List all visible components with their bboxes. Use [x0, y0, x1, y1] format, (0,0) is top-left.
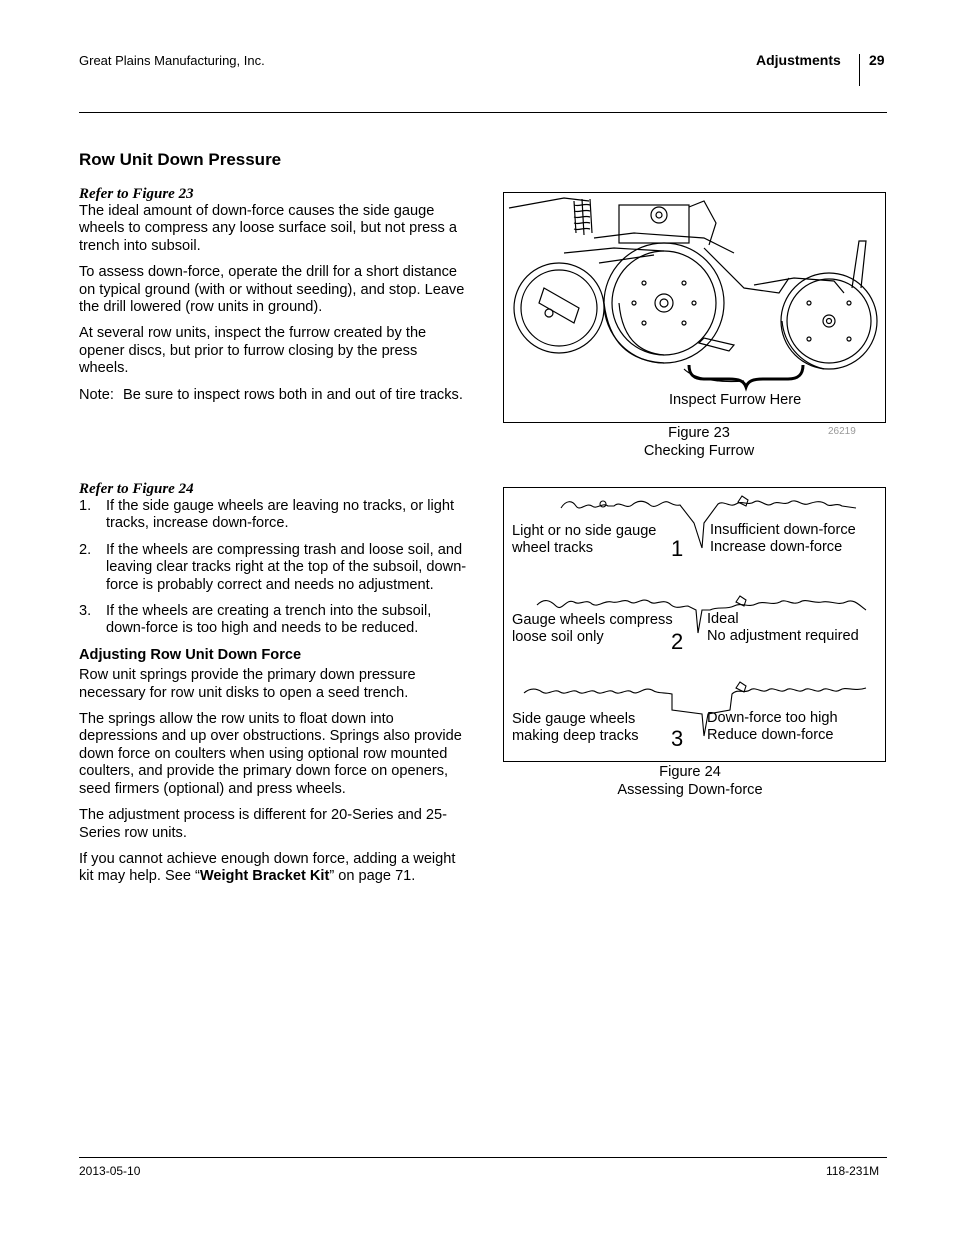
step-number: 3. [79, 603, 92, 620]
header-company: Great Plains Manufacturing, Inc. [79, 53, 265, 68]
paragraph: Row unit springs provide the primary down pressure necessary for row unit disks to open a seed trench. [79, 667, 416, 701]
intro-section [79, 185, 469, 404]
text-segment: If you cannot achieve enough down force, adding a weight kit may help. See “ [79, 850, 456, 885]
step-number: 2. [79, 541, 92, 558]
caption-title: Assessing Down-force [617, 782, 763, 798]
figure-callout: Inspect Furrow Here [669, 392, 802, 408]
note-text: Be sure to inspect rows both in and out of tire tracks. [123, 386, 463, 403]
row-3-action [707, 710, 838, 744]
assessment-section [79, 480, 469, 895]
label-line: loose soil only [512, 629, 604, 645]
figure-reference: Refer to Figure 23 [79, 186, 194, 202]
marker-2: 2 [671, 629, 684, 654]
label-line: Side gauge wheels [512, 711, 636, 727]
row-3-condition [512, 711, 639, 745]
header-rule [79, 112, 887, 113]
header-divider [859, 54, 860, 86]
cross-reference-link[interactable]: Weight Bracket Kit [199, 868, 330, 885]
figure-reference: Refer to Figure 24 [79, 481, 194, 497]
paragraph: At several row units, inspect the furrow created by the opener discs, but prior to furrow closing by the press wheels. [79, 325, 427, 377]
label-line: Reduce down-force [707, 727, 834, 743]
footer-date: 2013-05-10 [79, 1164, 141, 1178]
text-segment: ” on page 71. [329, 868, 416, 885]
marker-1: 1 [671, 536, 684, 561]
art-number: 26219 [828, 426, 856, 437]
row-1-action [710, 522, 856, 556]
list-item [79, 542, 469, 594]
label-line: No adjustment required [707, 628, 859, 644]
paragraph: To assess down-force, operate the drill for a short distance on typical ground (with or without seeding), and stop. Leave the drill lowered (row units in ground). [79, 264, 465, 316]
page-number: 29 [869, 52, 885, 68]
paragraph: The ideal amount of down-force causes the side gauge wheels to compress any loose surface soil, but not press a trench into subsoil. [79, 203, 458, 254]
step-text: If the wheels are compressing trash and loose soil, and leaving clear tracks right at the top of the subsoil, down-force is probably correct and needs no adjustment. [106, 541, 467, 593]
caption-number: Figure 24 [659, 764, 721, 780]
label-line: Ideal [707, 611, 739, 627]
caption-title: Checking Furrow [643, 443, 755, 459]
list-item [79, 603, 469, 638]
note-label: Note: [79, 386, 114, 403]
steps-list [79, 498, 469, 638]
footer-rule [79, 1157, 887, 1158]
label-line: Increase down-force [710, 539, 843, 555]
figure-23 [503, 192, 886, 423]
label-line: wheel tracks [512, 540, 594, 556]
marker-3: 3 [671, 726, 684, 751]
label-line: making deep tracks [512, 728, 639, 744]
label-line: Gauge wheels compress [512, 612, 673, 628]
row-unit-illustration [504, 193, 885, 422]
note [79, 387, 469, 404]
page-title: Row Unit Down Pressure [79, 150, 282, 169]
row-2-action [707, 611, 859, 645]
paragraph: The springs allow the row units to float down into depressions and up over obstructions. Springs also provide down force on coulters when using optional row mounted coulters, and provide the primary down force on openers, seed firmers (optional) and press wheels. [79, 711, 462, 797]
list-item [79, 498, 469, 533]
step-text: If the wheels are creating a trench into the subsoil, down-force is too high and needs to be reduced. [106, 603, 432, 637]
figure-23-caption [599, 424, 799, 460]
label-line: Down-force too high [707, 710, 838, 726]
figure-24 [503, 487, 886, 762]
caption-number: Figure 23 [668, 425, 730, 441]
paragraph: The adjustment process is different for 20-Series and 25-Series row units. [79, 807, 448, 841]
label-line: Light or no side gauge [512, 523, 657, 539]
paragraph [79, 851, 469, 886]
row-1-condition [512, 523, 656, 557]
step-text: If the side gauge wheels are leaving no tracks, or light tracks, increase down-force. [106, 498, 455, 532]
label-line: Insufficient down-force [710, 522, 856, 538]
figure-24-caption [590, 763, 790, 799]
header-section: Adjustments [756, 52, 841, 68]
step-number: 1. [79, 498, 92, 514]
subheading: Adjusting Row Unit Down Force [79, 646, 302, 663]
row-2-condition [512, 612, 673, 646]
footer-doc-number: 118-231M [826, 1164, 880, 1178]
